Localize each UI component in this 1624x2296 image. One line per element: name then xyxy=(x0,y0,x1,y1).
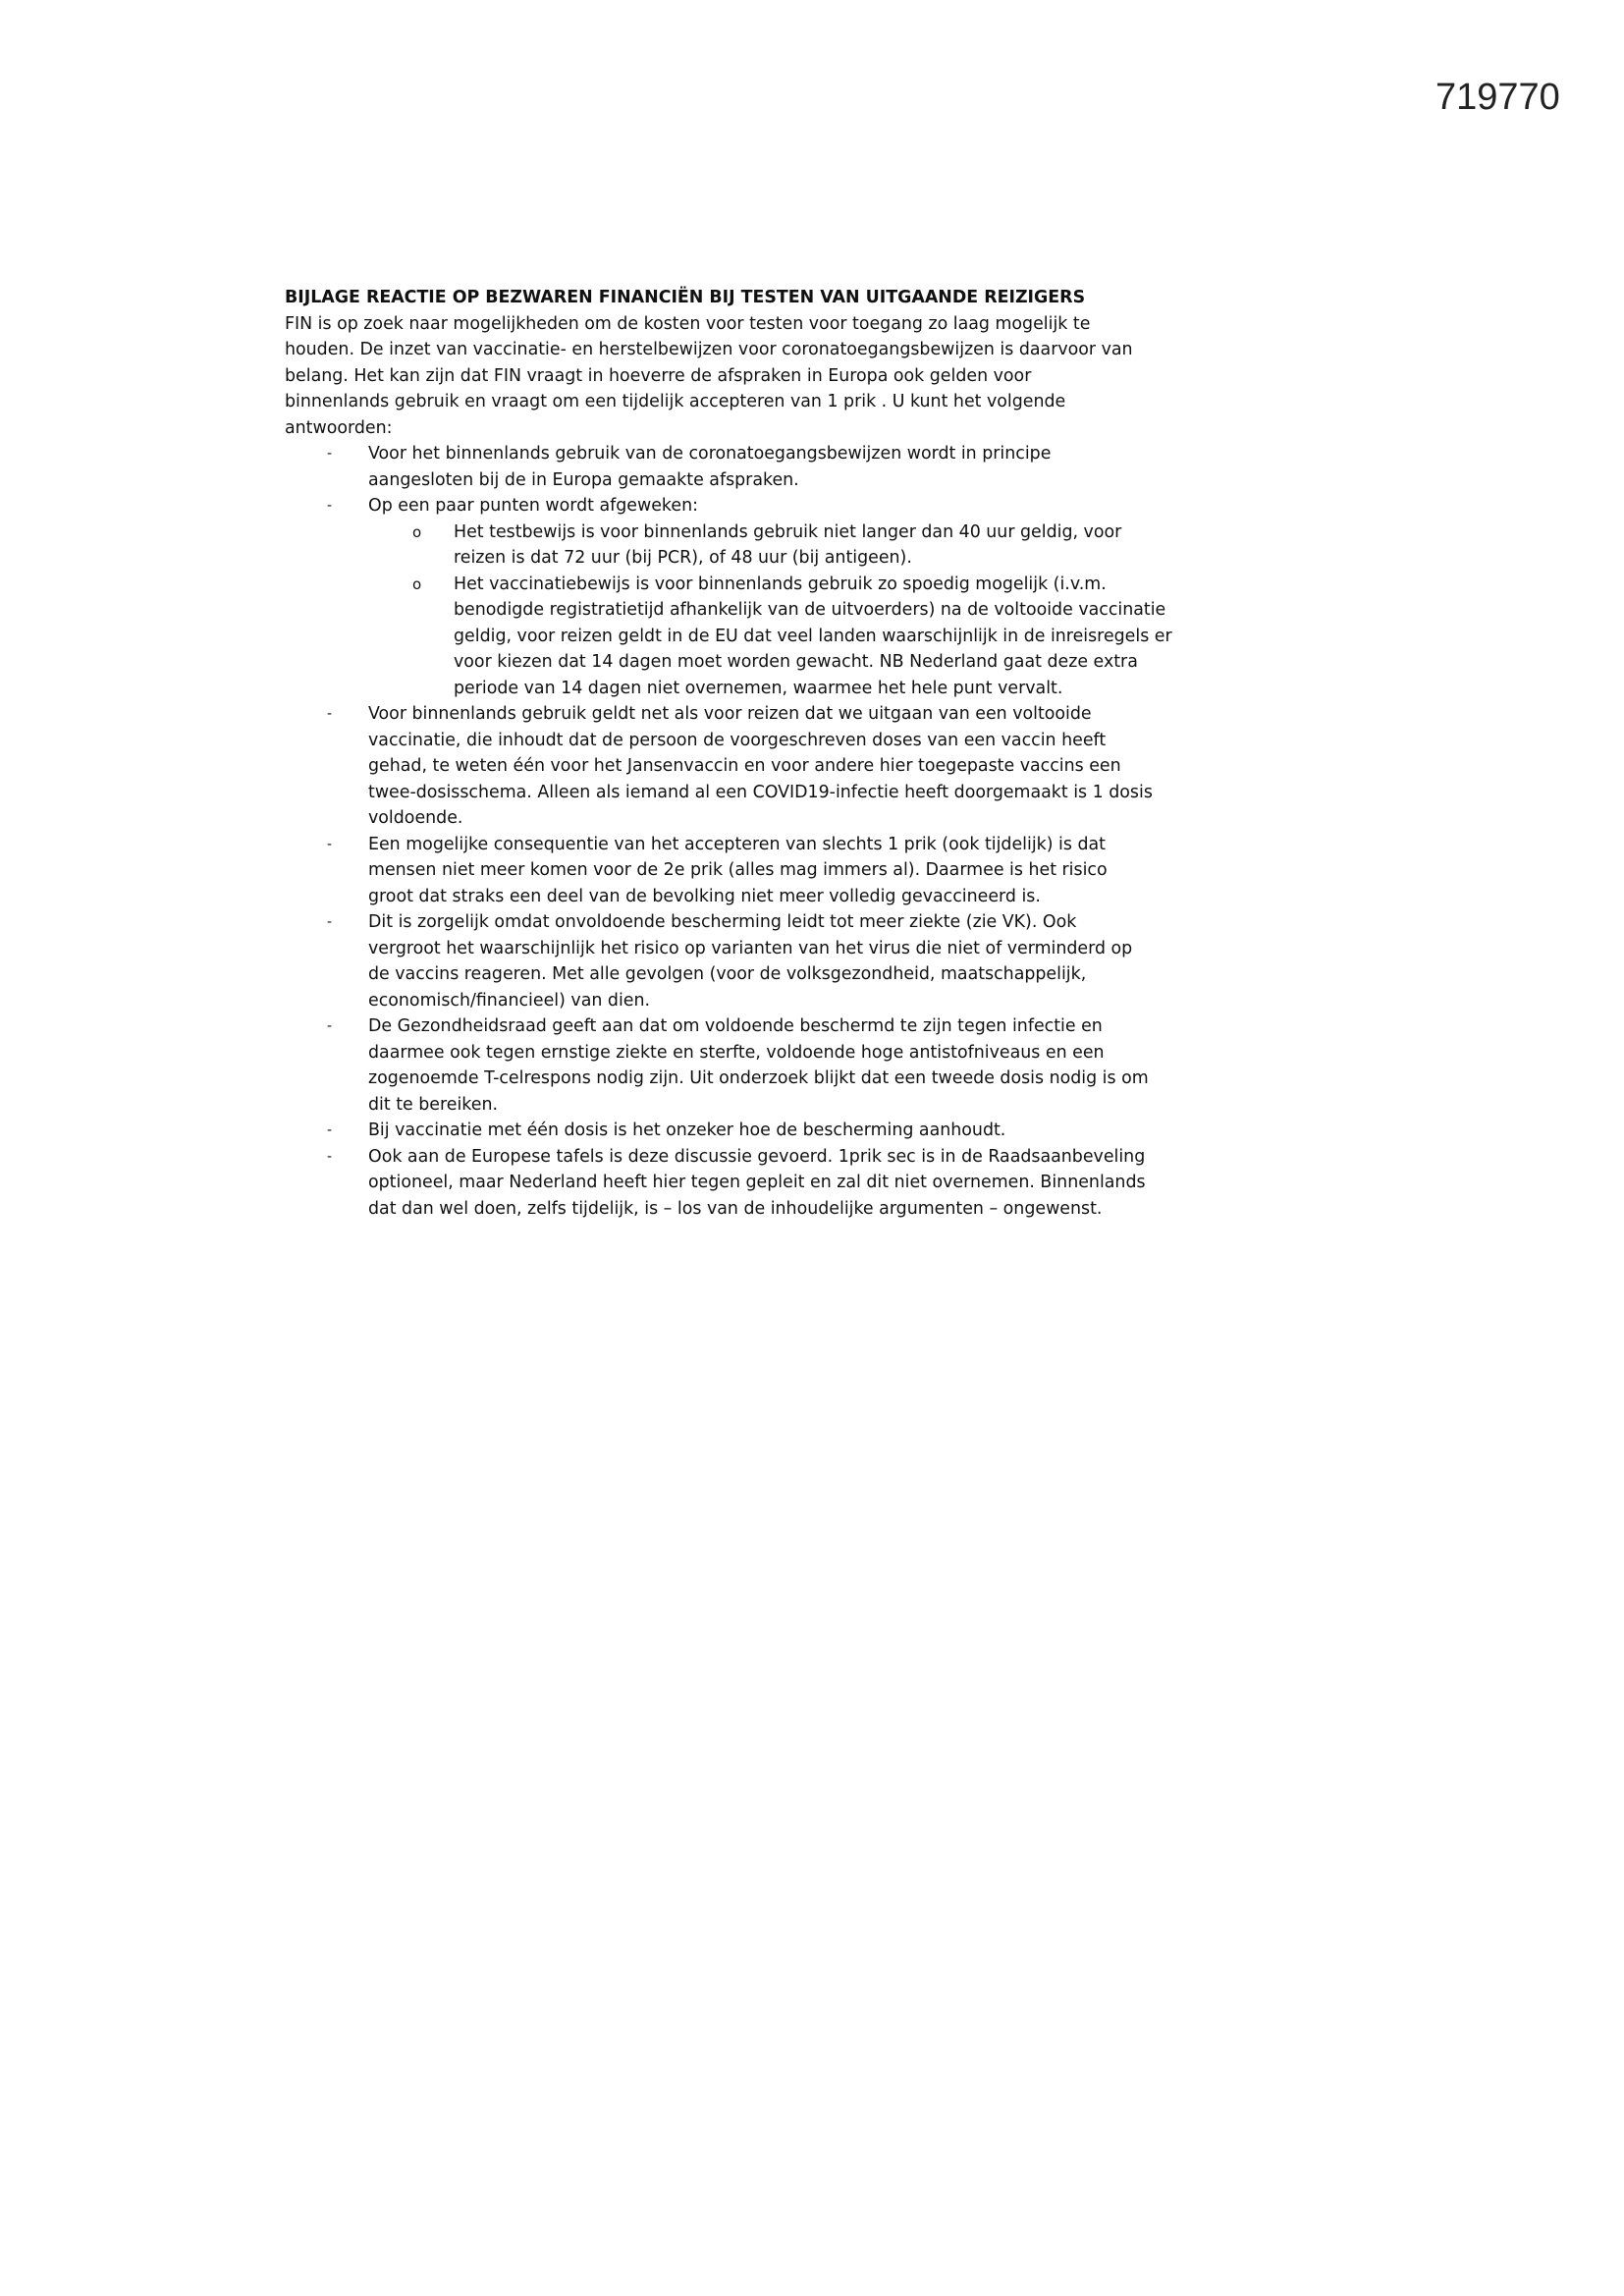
dash-bullet-icon: - xyxy=(327,1148,333,1165)
dash-bullet-icon: - xyxy=(327,498,333,514)
bullet-text-line: aangesloten bij de in Europa gemaakte afspraken. xyxy=(368,469,799,490)
bullet-text-line: gehad, te weten één voor het Jansenvaccin en voor andere hier toegepaste vaccins een xyxy=(368,756,1121,776)
bullet-text-line: De Gezondheidsraad geeft aan dat om voldoende beschermd te zijn tegen infectie en xyxy=(368,1016,1103,1036)
bullet-text-line: Een mogelijke consequentie van het accepteren van slechts 1 prik (ook tijdelijk) is dat xyxy=(368,834,1106,854)
bullet-item xyxy=(285,1144,1375,1223)
bullet-item xyxy=(285,832,1375,910)
intro-line: belang. Het kan zijn dat FIN vraagt in hoeverre de afspraken in Europa ook gelden voor xyxy=(285,365,1032,386)
circle-bullet-icon: o xyxy=(412,574,422,593)
bullet-text-line: Het vaccinatiebewijs is voor binnenlands gebruik zo spoedig mogelijk (i.v.m. xyxy=(454,574,1107,594)
bullet-text-line: vergroot het waarschijnlijk het risico op varianten van het virus die niet of verminderd op xyxy=(368,938,1133,958)
bullet-text-line: voldoende. xyxy=(368,808,463,828)
bullet-text-line: benodigde registratietijd afhankelijk van de uitvoerders) na de voltooide vaccinatie xyxy=(454,600,1166,620)
bullet-text-line: zogenoemde T-celrespons nodig zijn. Uit onderzoek blijkt dat een tweede dosis nodig is om xyxy=(368,1068,1149,1088)
bullet-text-line: dit te bereiken. xyxy=(368,1094,499,1115)
bullet-text-line: twee-dosisschema. Alleen als iemand al een COVID19-infectie heeft doorgemaakt is 1 dosis xyxy=(368,782,1153,802)
bullet-text-line: economisch/financieel) van dien. xyxy=(368,990,651,1011)
sub-bullet-item xyxy=(285,519,1375,572)
bullet-text-line: reizen is dat 72 uur (bij PCR), of 48 uur (bij antigeen). xyxy=(454,548,912,568)
bullet-text-line: Op een paar punten wordt afgeweken: xyxy=(368,496,698,516)
bullet-item xyxy=(285,441,1375,493)
bullet-text-line: Ook aan de Europese tafels is deze discussie gevoerd. 1prik sec is in de Raadsaanbeveling xyxy=(368,1146,1146,1167)
circle-bullet-icon: o xyxy=(412,522,422,541)
intro-line: binnenlands gebruik en vraagt om een tijdelijk accepteren van 1 prik . U kunt het volgende xyxy=(285,392,1066,411)
document-body xyxy=(285,285,1375,1222)
bullet-text-line: daarmee ook tegen ernstige ziekte en sterfte, voldoende hoge antistofniveaus en een xyxy=(368,1042,1105,1063)
bullet-text-line: Voor binnenlands gebruik geldt net als voor reizen dat we uitgaan van een voltooide xyxy=(368,704,1092,724)
bullet-text-line: Het testbewijs is voor binnenlands gebruik niet langer dan 40 uur geldig, voor xyxy=(454,521,1122,542)
bullet-text-line: groot dat straks een deel van de bevolking niet meer volledig gevaccineerd is. xyxy=(368,886,1041,906)
bullet-item xyxy=(285,1013,1375,1118)
document-number: 719770 xyxy=(1435,77,1560,118)
bullet-text-line: Bij vaccinatie met één dosis is het onzeker hoe de bescherming aanhoudt. xyxy=(368,1121,1006,1140)
dash-bullet-icon: - xyxy=(327,706,333,722)
bullet-text-line: Dit is zorgelijk omdat onvoldoende bescherming leidt tot meer ziekte (zie VK). Ook xyxy=(368,912,1077,932)
dash-bullet-icon: - xyxy=(327,914,333,930)
dash-bullet-icon: - xyxy=(327,1018,333,1034)
bullet-item xyxy=(285,701,1375,832)
dash-bullet-icon: - xyxy=(327,446,333,462)
bullet-text-line: dat dan wel doen, zelfs tijdelijk, is – los van de inhoudelijke argumenten – ongewenst. xyxy=(368,1198,1103,1219)
document-title: BIJLAGE REACTIE OP BEZWAREN FINANCIËN BIJ TESTEN VAN UITGAANDE REIZIGERS xyxy=(285,288,1086,307)
bullet-item xyxy=(285,909,1375,1013)
bullet-text-line: geldig, voor reizen geldt in de EU dat veel landen waarschijnlijk in de inreisregels er xyxy=(454,626,1172,646)
sub-bullet-item xyxy=(285,572,1375,702)
dash-bullet-icon: - xyxy=(327,1122,333,1138)
bullet-text-line: de vaccins reageren. Met alle gevolgen (voor de volksgezondheid, maatschappelijk, xyxy=(368,964,1087,984)
intro-line: houden. De inzet van vaccinatie- en herstelbewijzen voor coronatoegangsbewijzen is daarvoor van xyxy=(285,340,1133,359)
bullet-text-line: periode van 14 dagen niet overnemen, waarmee het hele punt vervalt. xyxy=(454,678,1063,698)
dash-bullet-icon: - xyxy=(327,836,333,852)
bullet-text-line: Voor het binnenlands gebruik van de coronatoegangsbewijzen wordt in principe xyxy=(368,444,1052,464)
bullet-text-line: optioneel, maar Nederland heeft hier tegen gepleit en zal dit niet overnemen. Binnenlands xyxy=(368,1173,1146,1192)
bullet-list xyxy=(285,441,1375,1222)
bullet-text-line: voor kiezen dat 14 dagen moet worden gewacht. NB Nederland gaat deze extra xyxy=(454,652,1138,672)
bullet-item xyxy=(285,493,1375,519)
bullet-item xyxy=(285,1118,1375,1144)
bullet-text-line: mensen niet meer komen voor de 2e prik (alles mag immers al). Daarmee is het risico xyxy=(368,860,1108,880)
intro-paragraph xyxy=(285,311,1375,442)
intro-line: FIN is op zoek naar mogelijkheden om de kosten voor testen voor toegang zo laag mogelijk te xyxy=(285,313,1091,334)
bullet-text-line: vaccinatie, die inhoudt dat de persoon de voorgeschreven doses van een vaccin heeft xyxy=(368,730,1107,750)
intro-line: antwoorden: xyxy=(285,417,393,438)
